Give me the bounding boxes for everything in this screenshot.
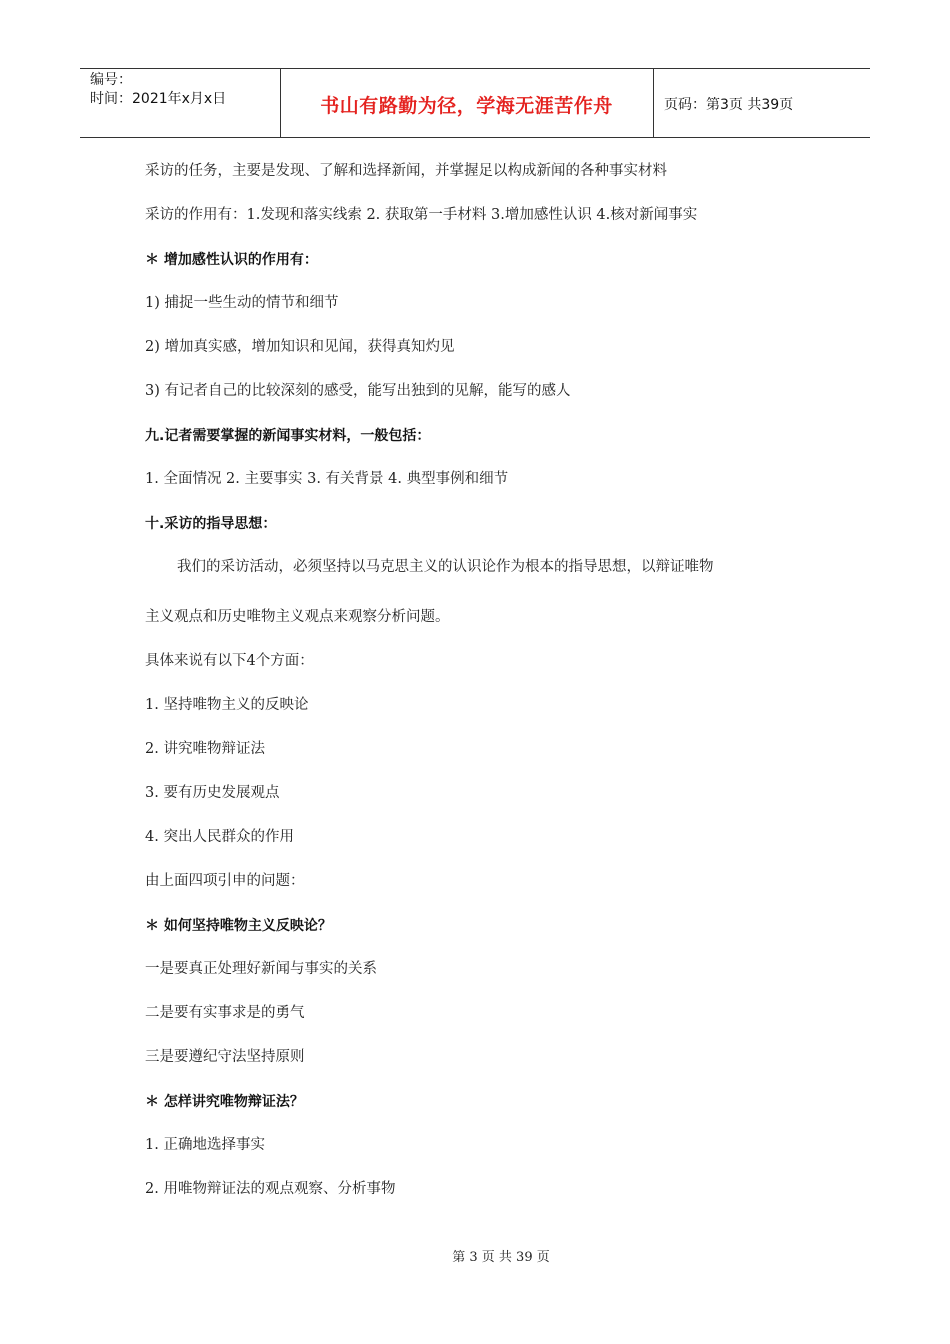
list-item: 3) 有记者自己的比较深刻的感受，能写出独到的见解，能写的感人 bbox=[145, 383, 571, 399]
time-label: 时间：2021年x月x日 bbox=[90, 91, 227, 107]
paragraph: 我们的采访活动，必须坚持以马克思主义的认识论作为根本的指导思想，以辩证唯物 bbox=[177, 559, 714, 575]
paragraph: 采访的任务，主要是发现、了解和选择新闻，并掌握足以构成新闻的各种事实材料 bbox=[145, 163, 667, 179]
list-item: 1. 坚持唯物主义的反映论 bbox=[145, 697, 309, 713]
section-heading: ＊ 怎样讲究唯物辩证法？ bbox=[145, 1094, 304, 1110]
header-divider bbox=[653, 69, 654, 137]
page-footer: 第 3 页 共 39 页 bbox=[452, 1250, 550, 1265]
list-item: 2) 增加真实感，增加知识和见闻，获得真知灼见 bbox=[145, 339, 455, 355]
paragraph: 具体来说有以下4个方面： bbox=[145, 653, 314, 669]
list-item: 2. 讲究唯物辩证法 bbox=[145, 741, 265, 757]
header-page-info: 页码：第3页 共39页 bbox=[664, 97, 794, 113]
section-heading: ＊ 如何坚持唯物主义反映论？ bbox=[145, 918, 332, 934]
list-item: 1) 捕捉一些生动的情节和细节 bbox=[145, 295, 339, 311]
header-meta bbox=[90, 71, 226, 109]
list-item: 二是要有实事求是的勇气 bbox=[145, 1005, 305, 1021]
list-item: 1. 正确地选择事实 bbox=[145, 1137, 265, 1153]
paragraph: 由上面四项引申的问题： bbox=[145, 873, 305, 889]
paragraph: 1. 全面情况 2. 主要事实 3. 有关背景 4. 典型事例和细节 bbox=[145, 471, 509, 487]
paragraph: 主义观点和历史唯物主义观点来观察分析问题。 bbox=[145, 609, 450, 625]
section-heading: ＊ 增加感性认识的作用有： bbox=[145, 252, 318, 268]
list-item: 3. 要有历史发展观点 bbox=[145, 785, 280, 801]
list-item: 2. 用唯物辩证法的观点观察、分析事物 bbox=[145, 1181, 396, 1197]
section-heading: 十.采访的指导思想： bbox=[145, 516, 277, 532]
list-item: 4. 突出人民群众的作用 bbox=[145, 829, 294, 845]
section-heading: 九.记者需要掌握的新闻事实材料，一般包括： bbox=[145, 428, 431, 444]
list-item: 一是要真正处理好新闻与事实的关系 bbox=[145, 961, 377, 977]
list-item: 三是要遵纪守法坚持原则 bbox=[145, 1049, 305, 1065]
serial-label: 编号： bbox=[90, 72, 132, 88]
page-header bbox=[80, 68, 870, 138]
paragraph: 采访的作用有：1.发现和落实线索 2. 获取第一手材料 3.增加感性认识 4.核对新闻事实 bbox=[145, 207, 698, 223]
header-motto: 书山有路勤为径，学海无涯苦作舟 bbox=[320, 95, 613, 117]
